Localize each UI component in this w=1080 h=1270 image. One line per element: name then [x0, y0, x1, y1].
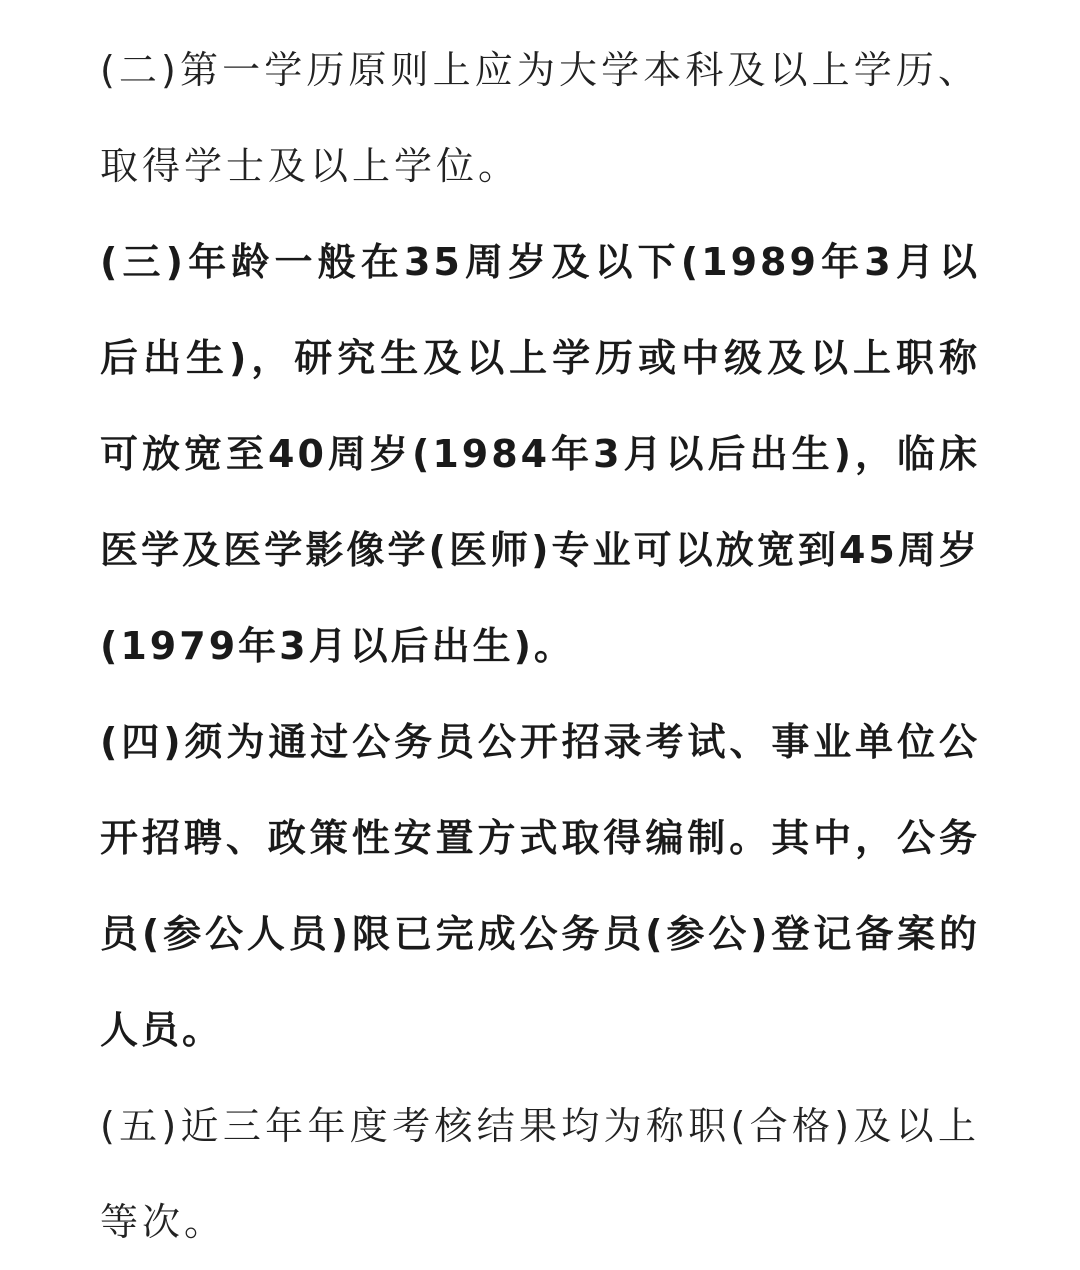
paragraph-education: (二)第一学历原则上应为大学本科及以上学历、取得学士及以上学位。 — [100, 48, 980, 188]
paragraph-age: (三)年龄一般在35周岁及以下(1989年3月以后出生)，研究生及以上学历或中级及以上职称可放宽至40周岁(1984年3月以后出生)，临床医学及医学影像学(医师)专业可以放宽到45周岁(1979年3月以后出生)。 — [100, 240, 980, 668]
paragraph-establishment: (四)须为通过公务员公开招录考试、事业单位公开招聘、政策性安置方式取得编制。其中，公务员(参公人员)限已完成公务员(参公)登记备案的人员。 — [100, 720, 980, 1052]
paragraph-assessment: (五)近三年年度考核结果均为称职(合格)及以上等次。 — [100, 1104, 980, 1244]
